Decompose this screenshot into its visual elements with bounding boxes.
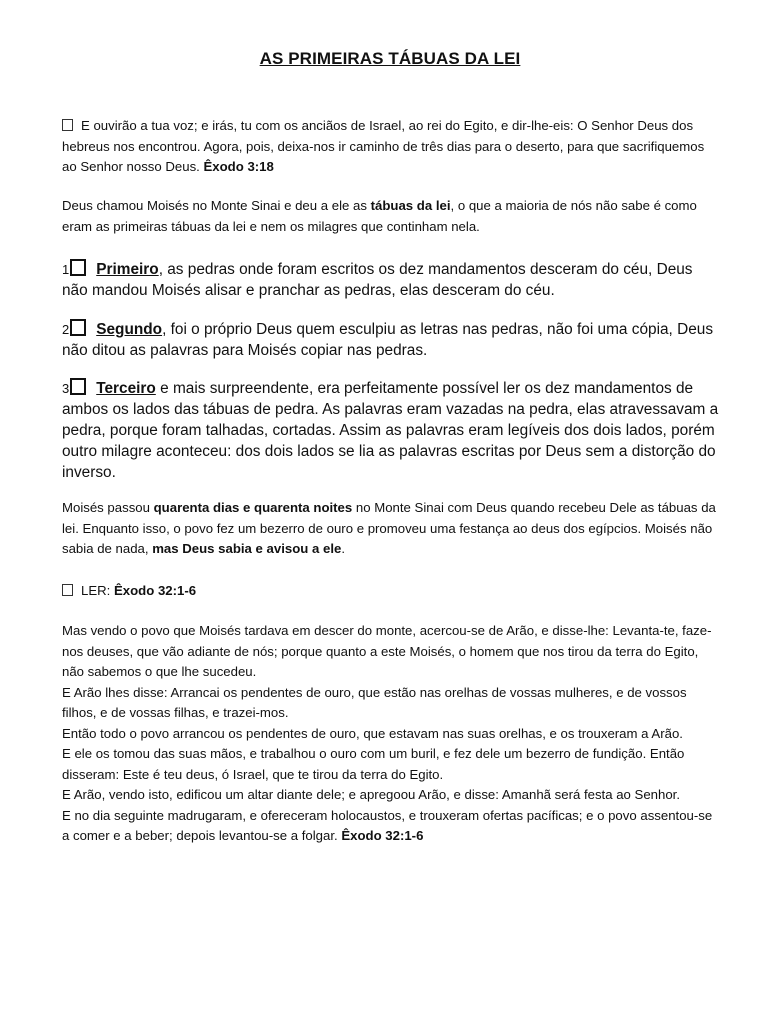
reading-instruction xyxy=(62,581,718,602)
verse-line: E Arão, vendo isto, edificou um altar diante dele; e apregoou Arão, e disse: Amanhã será festa ao Senhor. xyxy=(62,787,681,802)
reading-label: LER: xyxy=(81,583,114,598)
bullet-box-icon xyxy=(62,119,73,131)
checkbox-icon xyxy=(70,259,86,276)
item-label: Terceiro xyxy=(96,380,156,397)
item-text: , as pedras onde foram escritos os dez mandamentos desceram do céu, Deus não mandou Moisés alisar e pranchar as pedras, elas desceram do céu. xyxy=(62,261,693,299)
bold-text: mas Deus sabia e avisou a ele xyxy=(152,541,342,556)
item-label: Primeiro xyxy=(96,261,159,278)
bold-text: tábuas da lei xyxy=(370,198,451,213)
paragraph-intro xyxy=(62,196,718,237)
checkbox-icon xyxy=(70,378,86,395)
page-title: AS PRIMEIRAS TÁBUAS DA LEI xyxy=(259,49,521,68)
paragraph-text: E ouvirão a tua voz; e irás, tu com os anciãos de Israel, ao rei do Egito, e dir-lhe-eis: O Senhor Deus dos hebreus nos encontrou. Agora, pois, deixa-nos ir caminho de três dias para o deserto, para que sacrifiquemos ao Senhor nosso Deus. xyxy=(62,118,705,174)
verse-line: Mas vendo o povo que Moisés tardava em descer do monte, acercou-se de Arão, e disse-lhe: Levanta-te, faze-nos deuses, que vão adiante de nós; porque quanto a este Moisés, o homem que nos tirou da terra do Egito, não sabemos o que lhe sucedeu. xyxy=(62,623,712,679)
item-number: 1 xyxy=(62,262,70,277)
verse-reference: Êxodo 32:1-6 xyxy=(341,828,424,843)
paragraph-exodus-3-18 xyxy=(62,116,718,178)
item-text: , foi o próprio Deus quem esculpiu as letras nas pedras, não foi uma cópia, Deus não ditou as palavras para Moisés copiar nas pedras. xyxy=(62,321,714,359)
verse-reference: Êxodo 32:1-6 xyxy=(113,583,197,598)
paragraph-text: no Monte Sinai com Deus quando recebeu Dele as tábuas da lei. Enquanto isso, o povo fez um bezerro de ouro e promoveu uma festança ao deus dos egípcios. Moisés não sabia de nada, xyxy=(62,500,716,556)
verse-line-last xyxy=(62,806,718,847)
item-number: 2 xyxy=(62,322,70,337)
bold-text: quarenta dias e quarenta noites xyxy=(153,500,353,515)
paragraph-text: . xyxy=(341,541,346,556)
paragraph-text: , o que a maioria de nós não sabe é como eram as primeiras tábuas da lei e nem os milagres que continham nela. xyxy=(62,198,697,234)
item-text: e mais surpreendente, era perfeitamente possível ler os dez mandamentos de ambos os lados das tábuas de pedra. As palavras eram vazadas na pedra, elas atravessavam a pedra, porque foram talhadas, cortadas. Assim as palavras eram legíveis dos dois lados, porém outro milagre aconteceu: dos dois lados se lia as palavras escritas por Deus sem a distorção do inverso. xyxy=(62,380,719,481)
list-item-third xyxy=(62,378,722,483)
paragraph-forty-days xyxy=(62,498,718,560)
list-item-first xyxy=(62,259,722,301)
scripture-passage xyxy=(62,621,718,847)
item-label: Segundo xyxy=(96,321,163,338)
item-number: 3 xyxy=(62,381,70,396)
checkbox-icon xyxy=(70,319,86,336)
bullet-box-icon xyxy=(62,584,73,596)
paragraph-text: Deus chamou Moisés no Monte Sinai e deu a ele as xyxy=(62,198,371,213)
verse-line: Então todo o povo arrancou os pendentes de ouro, que estavam nas suas orelhas, e os trouxeram a Arão. xyxy=(62,725,683,741)
verse-line: E Arão lhes disse: Arrancai os pendentes de ouro, que estão nas orelhas de vossas mulheres, e de vossos filhos, e de vossas filhas, e trazei-mos. xyxy=(62,684,687,720)
verse-line: E ele os tomou das suas mãos, e trabalhou o ouro com um buril, e fez dele um bezerro de fundição. Então disseram: Este é teu deus, ó Israel, que te tirou da terra do Egito. xyxy=(62,746,685,782)
verse-text: E no dia seguinte madrugaram, e ofereceram holocaustos, e trouxeram ofertas pacíficas; e o povo assentou-se a comer e a beber; depois levantou-se a folgar. xyxy=(62,807,713,843)
verse-reference: Êxodo 3:18 xyxy=(203,159,274,174)
list-item-second xyxy=(62,319,722,361)
paragraph-text: Moisés passou xyxy=(62,500,154,515)
